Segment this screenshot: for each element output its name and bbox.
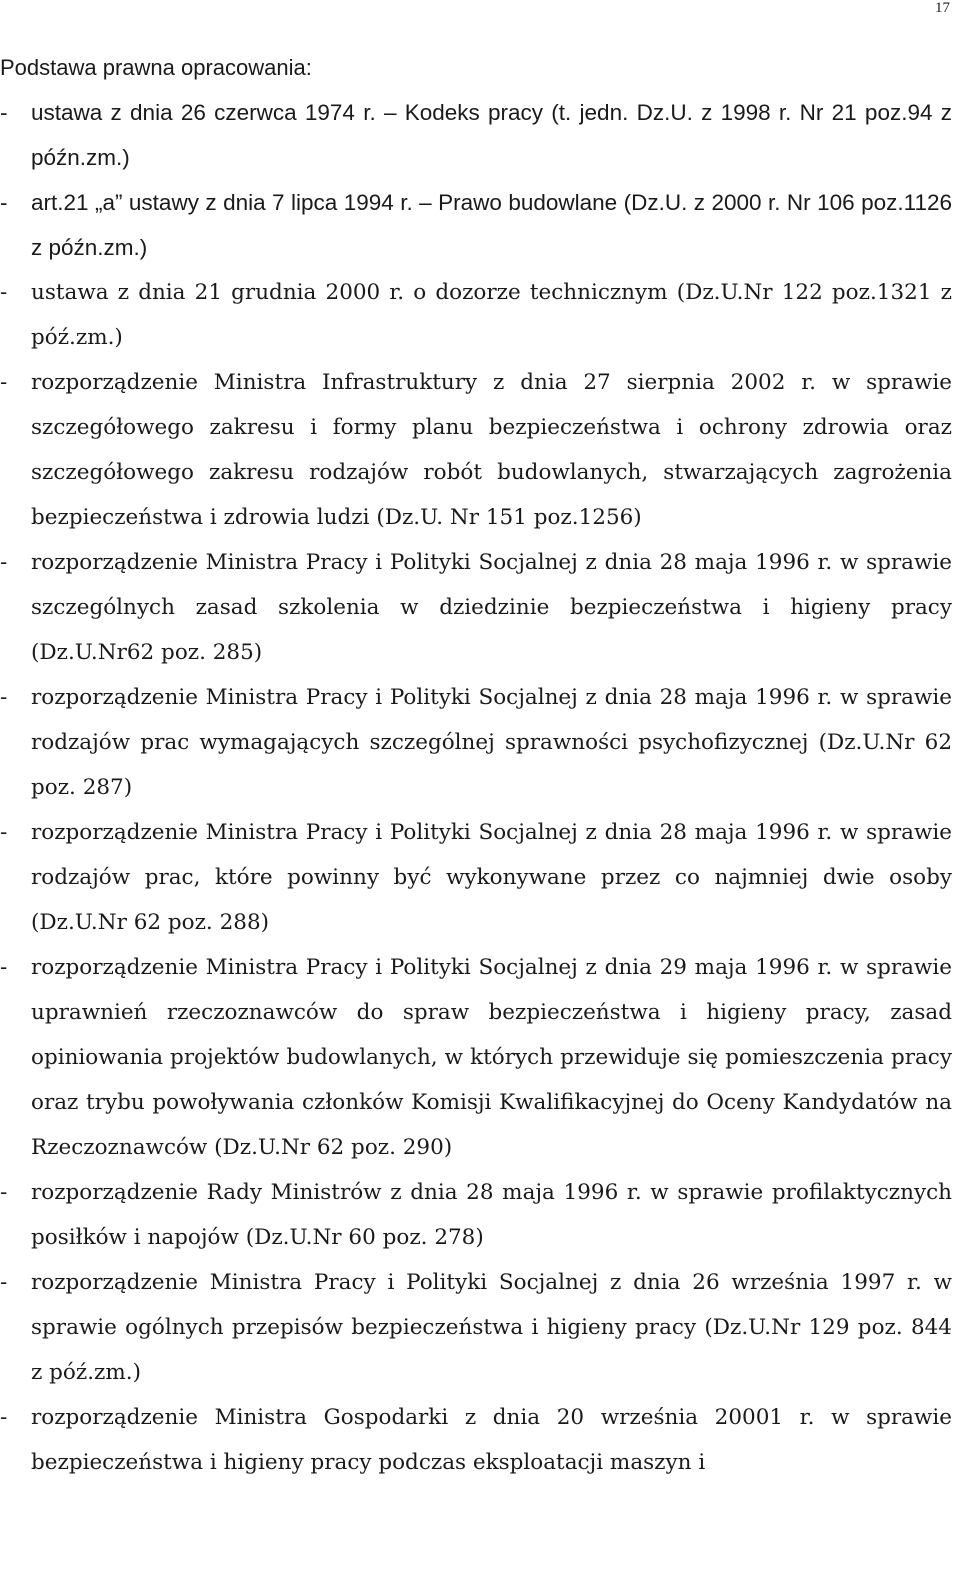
document-body [0,45,952,1485]
list-item: - rozporządzenie Ministra Pracy i Polityki Socjalnej z dnia 28 maja 1996 r. w sprawie szczególnych zasad szkolenia w dziedzinie bezpieczeństwa i higieny pracy (Dz.U.Nr62 poz. 285) [0,540,952,675]
page-number: 17 [935,0,950,16]
list-item: - rozporządzenie Ministra Gospodarki z dnia 20 września 20001 r. w sprawie bezpieczeństwa i higieny pracy podczas eksploatacji maszyn i [0,1395,952,1485]
legal-basis-list [0,90,952,1485]
list-item: - rozporządzenie Ministra Infrastruktury z dnia 27 sierpnia 2002 r. w sprawie szczegółowego zakresu i formy planu bezpieczeństwa i ochrony zdrowia oraz szczegółowego zakresu rodzajów robót budowlanych, stwarzających zagrożenia bezpieczeństwa i zdrowia ludzi (Dz.U. Nr 151 poz.1256) [0,360,952,540]
list-item: - ustawa z dnia 26 czerwca 1974 r. – Kodeks pracy (t. jedn. Dz.U. z 1998 r. Nr 21 poz.94 z późn.zm.) [0,90,952,180]
section-heading: Podstawa prawna opracowania: [0,55,312,80]
list-item: - rozporządzenie Rady Ministrów z dnia 28 maja 1996 r. w sprawie profilaktycznych posiłków i napojów (Dz.U.Nr 60 poz. 278) [0,1170,952,1260]
list-item: - rozporządzenie Ministra Pracy i Polityki Socjalnej z dnia 29 maja 1996 r. w sprawie uprawnień rzeczoznawców do spraw bezpieczeństwa i higieny pracy, zasad opiniowania projektów budowlanych, w których przewiduje się pomieszczenia pracy oraz trybu powoływania członków Komisji Kwalifikacyjnej do Oceny Kandydatów na Rzeczoznawców (Dz.U.Nr 62 poz. 290) [0,945,952,1170]
list-item: - rozporządzenie Ministra Pracy i Polityki Socjalnej z dnia 28 maja 1996 r. w sprawie rodzajów prac wymagających szczególnej sprawności psychofizycznej (Dz.U.Nr 62 poz. 287) [0,675,952,810]
list-item: - art.21 „a” ustawy z dnia 7 lipca 1994 r. – Prawo budowlane (Dz.U. z 2000 r. Nr 106 poz.1126 z późn.zm.) [0,180,952,270]
list-item: - rozporządzenie Ministra Pracy i Polityki Socjalnej z dnia 28 maja 1996 r. w sprawie rodzajów prac, które powinny być wykonywane przez co najmniej dwie osoby (Dz.U.Nr 62 poz. 288) [0,810,952,945]
list-item: - rozporządzenie Ministra Pracy i Polityki Socjalnej z dnia 26 września 1997 r. w sprawie ogólnych przepisów bezpieczeństwa i higieny pracy (Dz.U.Nr 129 poz. 844 z póź.zm.) [0,1260,952,1395]
list-item: - ustawa z dnia 21 grudnia 2000 r. o dozorze technicznym (Dz.U.Nr 122 poz.1321 z póź.zm.) [0,270,952,360]
